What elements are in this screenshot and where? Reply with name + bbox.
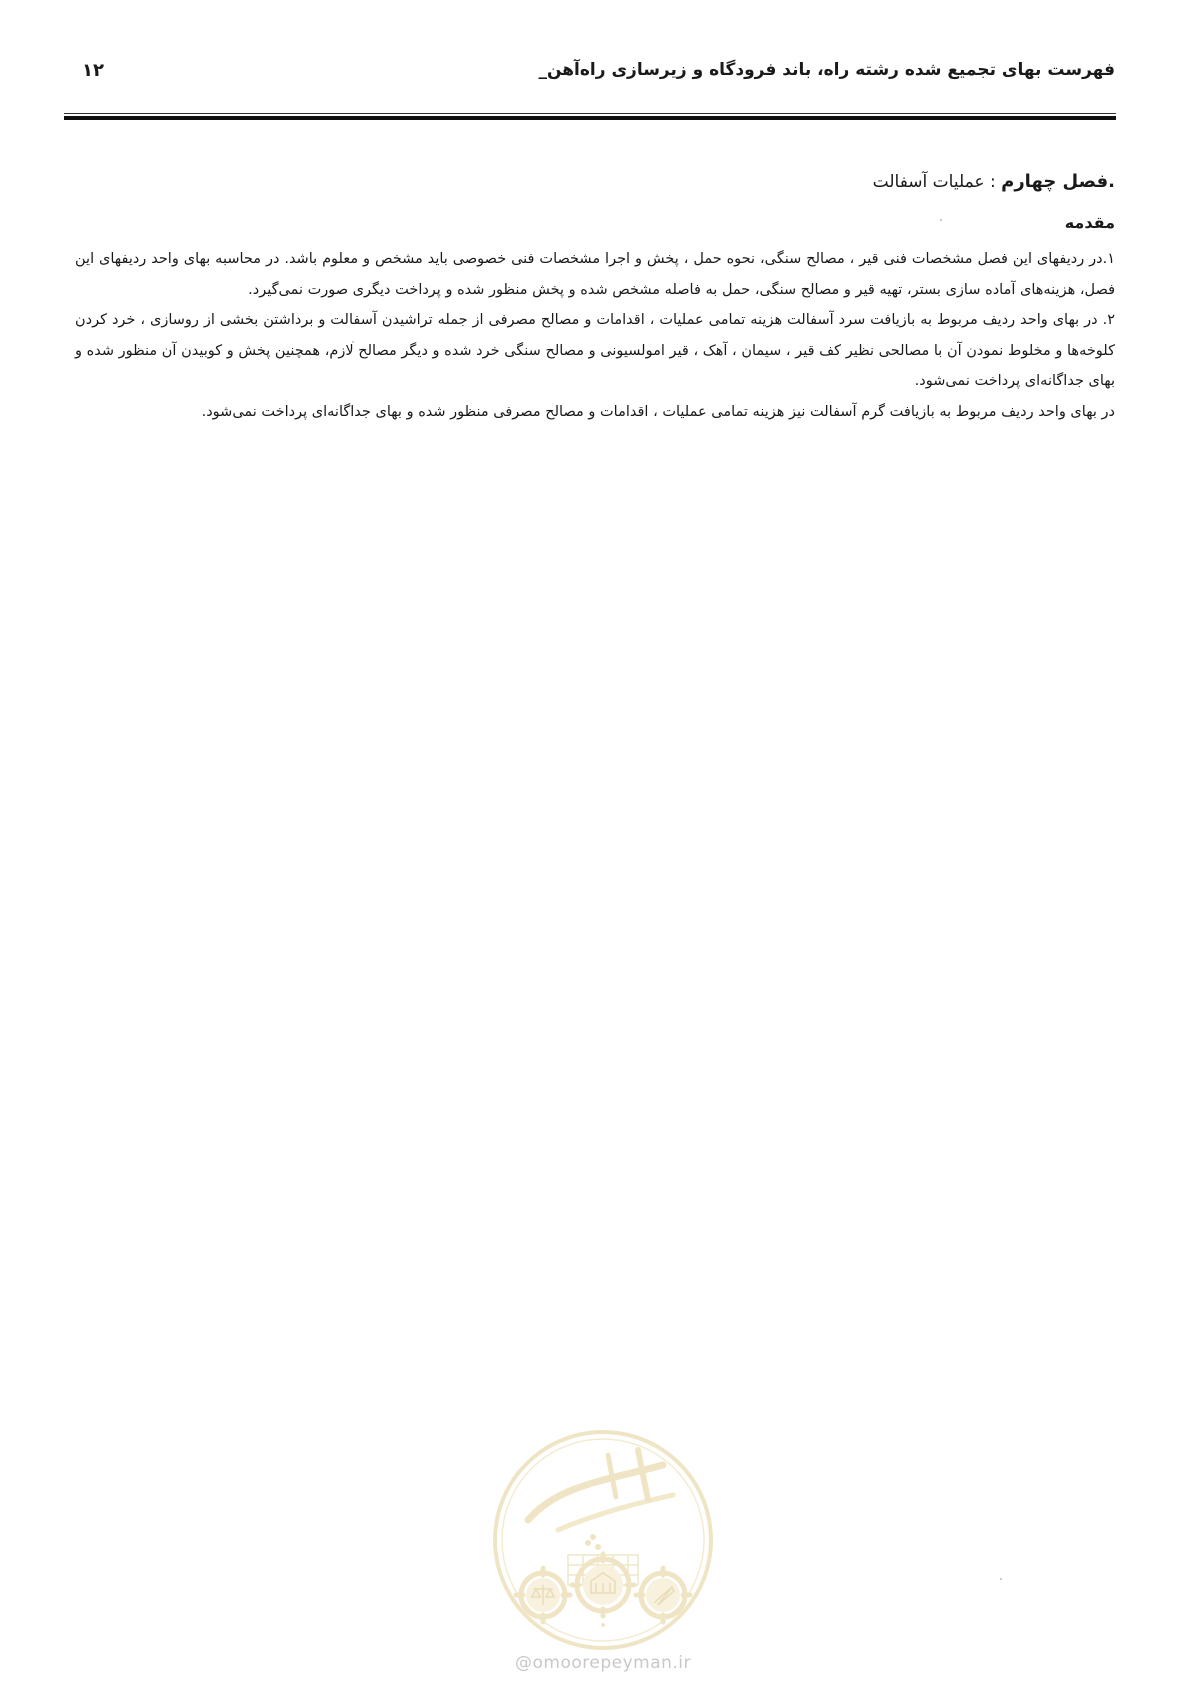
paragraph-1: ۱.در ردیفهای این فصل مشخصات فنی قیر ، مصالح سنگی، نحوه حمل ، پخش و اجرا مشخصات فنی خصوصی باید مشخص و معلوم باشد. در محاسبه بهای واحد ردیفهای این فصل، هزینه‌های آماده سازی بستر، تهیه قیر و مصالح سنگی، حمل به فاصله مشخص شده و پخش منظور شده و پرداخت دیگری صورت نمی‌گیرد. <box>75 251 1115 298</box>
page-header <box>82 56 1115 96</box>
chapter-title-bold: فصل چهارم <box>1001 171 1109 192</box>
scan-speck <box>940 219 942 221</box>
intro-heading: مقدمه <box>1064 213 1115 232</box>
header-rule-thin <box>64 113 1116 114</box>
scan-speck <box>1000 1578 1002 1580</box>
watermark-url: @omoorepeyman.ir <box>514 1653 692 1673</box>
watermark-logo <box>488 1425 718 1655</box>
chapter-title <box>75 168 1115 196</box>
chapter-prefix: . <box>1108 171 1115 192</box>
page-number: ۱۲ <box>82 60 104 81</box>
paragraph-2: ۲. در بهای واحد ردیف مربوط به بازیافت سرد آسفالت هزینه تمامی عملیات ، اقدامات و مصالح مصرفی از جمله تراشیدن آسفالت و برداشتن بخشی از روسازی ، خرد کردن کلوخه‌ها و مخلوط نمودن آن با مصالحی نظیر کف قیر ، سیمان ، آهک ، قیر امولسیونی و مصالح سنگی خرد شده و دیگر مصالح لازم، همچنین پخش و کوبیدن آن منظور شده و بهای جداگانه‌ای پرداخت نمی‌شود. <box>75 312 1115 389</box>
header-rule-thick <box>64 116 1116 120</box>
scan-speck <box>352 341 354 343</box>
chapter-title-rest: : عملیات آسفالت <box>872 172 1002 192</box>
paragraph-3: در بهای واحد ردیف مربوط به بازیافت گرم آسفالت نیز هزینه تمامی عملیات ، اقدامات و مصالح مصرفی منظور شده و بهای جداگانه‌ای پرداخت نمی‌شود. <box>201 403 1115 420</box>
main-content <box>75 168 1115 427</box>
header-title: فهرست بهای تجمیع شده رشته راه، باند فرودگاه و زیرسازی راه‌آهن_ <box>538 60 1115 80</box>
